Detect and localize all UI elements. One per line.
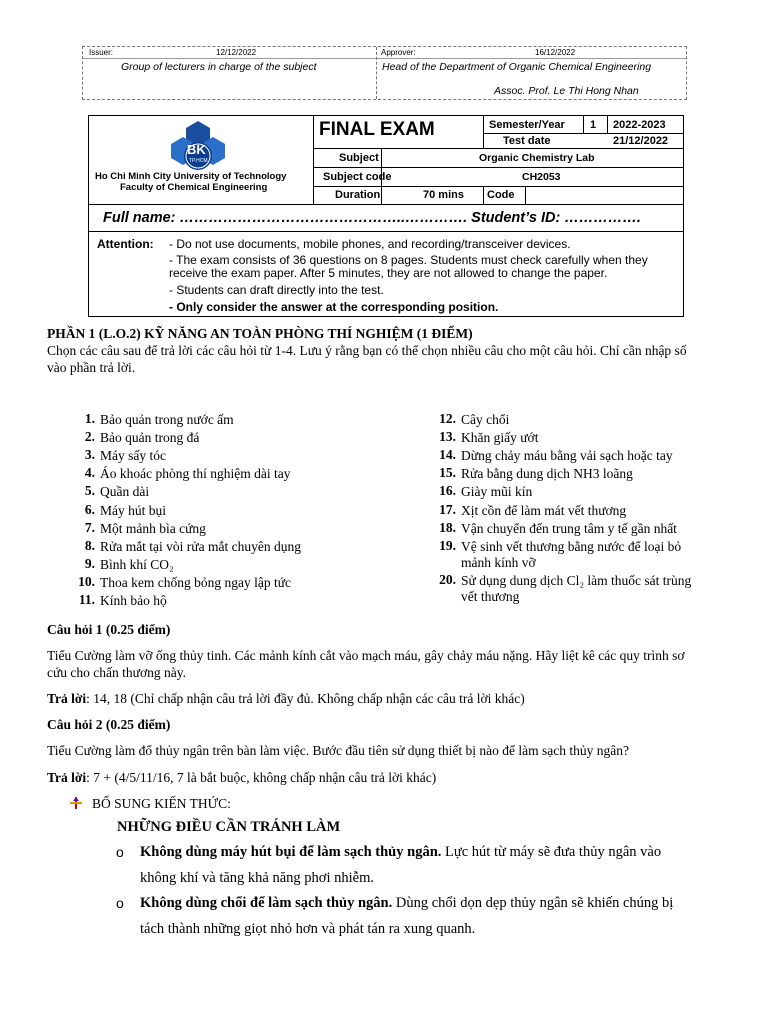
left-option-text: Kính bảo hộ [100, 593, 167, 608]
question-1-title: Câu hỏi 1 (0.25 điểm) [47, 622, 171, 637]
avoid-item-1-bold: Không dùng máy hút bụi để làm sạch thủy ngân. [140, 844, 442, 860]
circle-bullet-icon: o [116, 895, 124, 911]
question-1-answer [47, 690, 525, 707]
logo-subtext: TP.HCM [189, 158, 208, 164]
issuer-date: 12/12/2022 [216, 48, 257, 57]
avoid-item-2-cont: tách thành những giọt nhỏ hơn và phát tán ra xung quanh. [140, 921, 476, 937]
option-number: 5. [84, 483, 95, 499]
question-2-text: Tiểu Cường làm đổ thủy ngân trên bàn làm việc. Bước đầu tiên sử dụng thiết bị nào để làm sạch thủy ngân? [47, 743, 629, 758]
approver-label: Approver: [381, 48, 416, 57]
option-number: 17. [439, 501, 456, 517]
left-option-text: Máy sấy tóc [100, 448, 166, 464]
left-option-text: Quần dài [100, 484, 150, 500]
option-number: 15. [439, 465, 456, 481]
left-option-text: Một mảnh bìa cứng [100, 520, 206, 536]
issuer-name: Group of lecturers in charge of the subject [121, 61, 317, 73]
divider [483, 186, 484, 204]
divider [607, 116, 608, 133]
approver-date: 16/12/2022 [535, 48, 576, 57]
subject-label: Subject [339, 152, 379, 164]
right-option-text: Xịt cồn để làm mát vết thương [461, 502, 627, 518]
test-date-value: 21/12/2022 [613, 135, 669, 147]
right-option-text: Khăn giấy ướt [461, 430, 539, 446]
divider [313, 167, 683, 168]
avoid-title: NHỮNG ĐIỀU CẦN TRÁNH LÀM [117, 819, 341, 835]
option-number: 13. [439, 429, 456, 445]
option-number: 7. [84, 519, 95, 535]
option-number: 14. [439, 447, 456, 463]
divider [83, 58, 686, 59]
left-option-text: Bình khí CO₂ [100, 556, 174, 572]
avoid-item-2 [140, 895, 673, 912]
question-2-answer [47, 769, 436, 786]
left-option-text: Máy hút bụi [100, 502, 166, 518]
left-option-text: Bảo quản trong đá [100, 430, 200, 446]
divider [483, 133, 683, 134]
question-1-text-cont: cứu cho chấn thương này. [47, 665, 186, 680]
question-1-text: Tiểu Cường làm vỡ ống thủy tinh. Các mảnh kính cắt vào mạch máu, gây chảy máu nặng. Hãy liệt kê các quy trình sơ [47, 648, 685, 663]
option-number: 18. [439, 519, 456, 535]
attention-label: Attention: [97, 237, 154, 251]
subject-value: Organic Chemistry Lab [479, 152, 595, 164]
divider [89, 204, 683, 205]
option-number: 19. [439, 537, 456, 553]
right-option-text-cont: vết thương [461, 588, 520, 604]
issuer-label: Issuer: [89, 48, 114, 57]
option-number: 20. [439, 571, 456, 587]
right-option-text: Vận chuyển đến trung tâm y tế gần nhất [461, 520, 677, 536]
option-number: 10. [78, 573, 95, 589]
semester-value: 1 [590, 119, 597, 131]
avoid-item-2-text: Dùng chổi dọn dẹp thủy ngân sẽ khiến chúng bị [392, 895, 674, 911]
divider [313, 116, 314, 204]
left-option-text: Rửa mắt tại vòi rửa mắt chuyên dụng [100, 538, 301, 554]
attention-rule-1: - Do not use documents, mobile phones, and recording/transceiver devices. [169, 237, 571, 251]
answer-label: Trả lời [47, 691, 87, 706]
approver-name: Head of the Department of Organic Chemical Engineering [382, 61, 652, 73]
right-option-text: Vệ sinh vết thương bằng nước để loại bỏ [461, 538, 682, 554]
divider [376, 47, 377, 99]
divider [89, 231, 683, 232]
duration-value: 70 mins [423, 189, 464, 201]
subject-code-value: CH2053 [522, 171, 561, 183]
option-number: 4. [84, 465, 95, 481]
avoid-item-1 [140, 844, 661, 861]
option-number: 11. [78, 592, 95, 607]
exam-header [88, 115, 684, 317]
divider [525, 186, 526, 204]
right-option-text: Cây chổi [461, 412, 510, 427]
approver-person: Assoc. Prof. Le Thi Hong Nhan [494, 85, 639, 97]
option-number: 9. [84, 555, 95, 571]
divider [483, 116, 484, 148]
section-title: PHẦN 1 (L.O.2) KỸ NĂNG AN TOÀN PHÒNG THÍ NGHIỆM (1 ĐIỂM) [47, 326, 473, 341]
divider [313, 186, 683, 187]
option-number: 12. [439, 411, 456, 426]
avoid-item-2-bold: Không dùng chổi để làm sạch thủy ngân. [140, 895, 393, 911]
circle-bullet-icon: o [116, 844, 124, 860]
option-number: 3. [84, 447, 95, 463]
year-value: 2022-2023 [613, 119, 666, 131]
answer-text: : 7 + (4/5/11/16, 7 là bắt buộc, không chấp nhận câu trả lời khác) [86, 770, 437, 785]
right-option-text-cont: mảnh kính vỡ [461, 554, 536, 570]
logo-text: BK [187, 142, 206, 157]
university-name: Ho Chi Minh City University of Technology [95, 171, 287, 182]
arrow-bullet-icon [70, 797, 82, 809]
option-number: 6. [84, 501, 95, 517]
code-label: Code [487, 189, 515, 201]
subject-code-label: Subject code [323, 171, 392, 183]
issuer-approver-table [82, 46, 687, 100]
avoid-item-1-text: Lực hút từ máy sẽ đưa thủy ngân vào [441, 844, 662, 860]
faculty-name: Faculty of Chemical Engineering [120, 182, 268, 193]
extra-knowledge-title: BỔ SUNG KIẾN THỨC: [92, 796, 231, 811]
attention-rule-4: - Only consider the answer at the corresponding position. [169, 300, 499, 314]
option-number: 1. [84, 411, 95, 426]
option-number: 2. [84, 429, 95, 445]
test-date-label: Test date [503, 135, 551, 147]
left-option-text: Thoa kem chống bỏng ngay lập tức [100, 574, 292, 590]
left-option-text: Bảo quản trong nước ấm [100, 412, 234, 427]
exam-title: FINAL EXAM [319, 119, 435, 140]
answer-text: : 14, 18 (Chỉ chấp nhận câu trả lời đầy đủ. Không chấp nhận các câu trả lời khác) [86, 691, 525, 706]
option-number: 8. [84, 537, 95, 553]
avoid-item-1-cont: không khí và tăng khả năng phơi nhiễm. [140, 870, 374, 886]
option-number: 16. [439, 483, 456, 499]
section-intro-cont: vào phần trả lời. [47, 360, 136, 375]
attention-rule-2: - The exam consists of 36 questions on 8 pages. Students must check carefully when they [169, 253, 648, 267]
question-2-title: Câu hỏi 2 (0.25 điểm) [47, 717, 171, 732]
attention-rule-2-cont: receive the exam paper. After 5 minutes, they are not allowed to change the paper. [169, 266, 608, 280]
left-option-text: Áo khoác phòng thí nghiệm dài tay [100, 466, 291, 482]
divider [583, 116, 584, 133]
attention-rule-3: - Students can draft directly into the test. [169, 283, 384, 297]
section-intro: Chọn các câu sau để trả lời các câu hỏi từ 1-4. Lưu ý rằng bạn có thể chọn nhiều câu cho một câu hỏi. Chỉ cần nhập số [47, 343, 687, 358]
right-option-text: Rửa bằng dung dịch NH3 loãng [461, 466, 633, 482]
divider [313, 148, 683, 149]
right-option-text: Giày mũi kín [461, 484, 533, 500]
answer-label: Trả lời [47, 770, 87, 785]
semester-label: Semester/Year [489, 119, 565, 131]
fullname-student-id-line: Full name: ………………………………………..…………. Student’s ID: ……………. [103, 210, 641, 226]
right-option-text: Sử dụng dung dịch Cl₂ làm thuốc sát trùng [461, 572, 692, 588]
duration-label: Duration [335, 189, 381, 201]
right-option-text: Dừng chảy máu bằng vải sạch hoặc tay [461, 448, 673, 464]
